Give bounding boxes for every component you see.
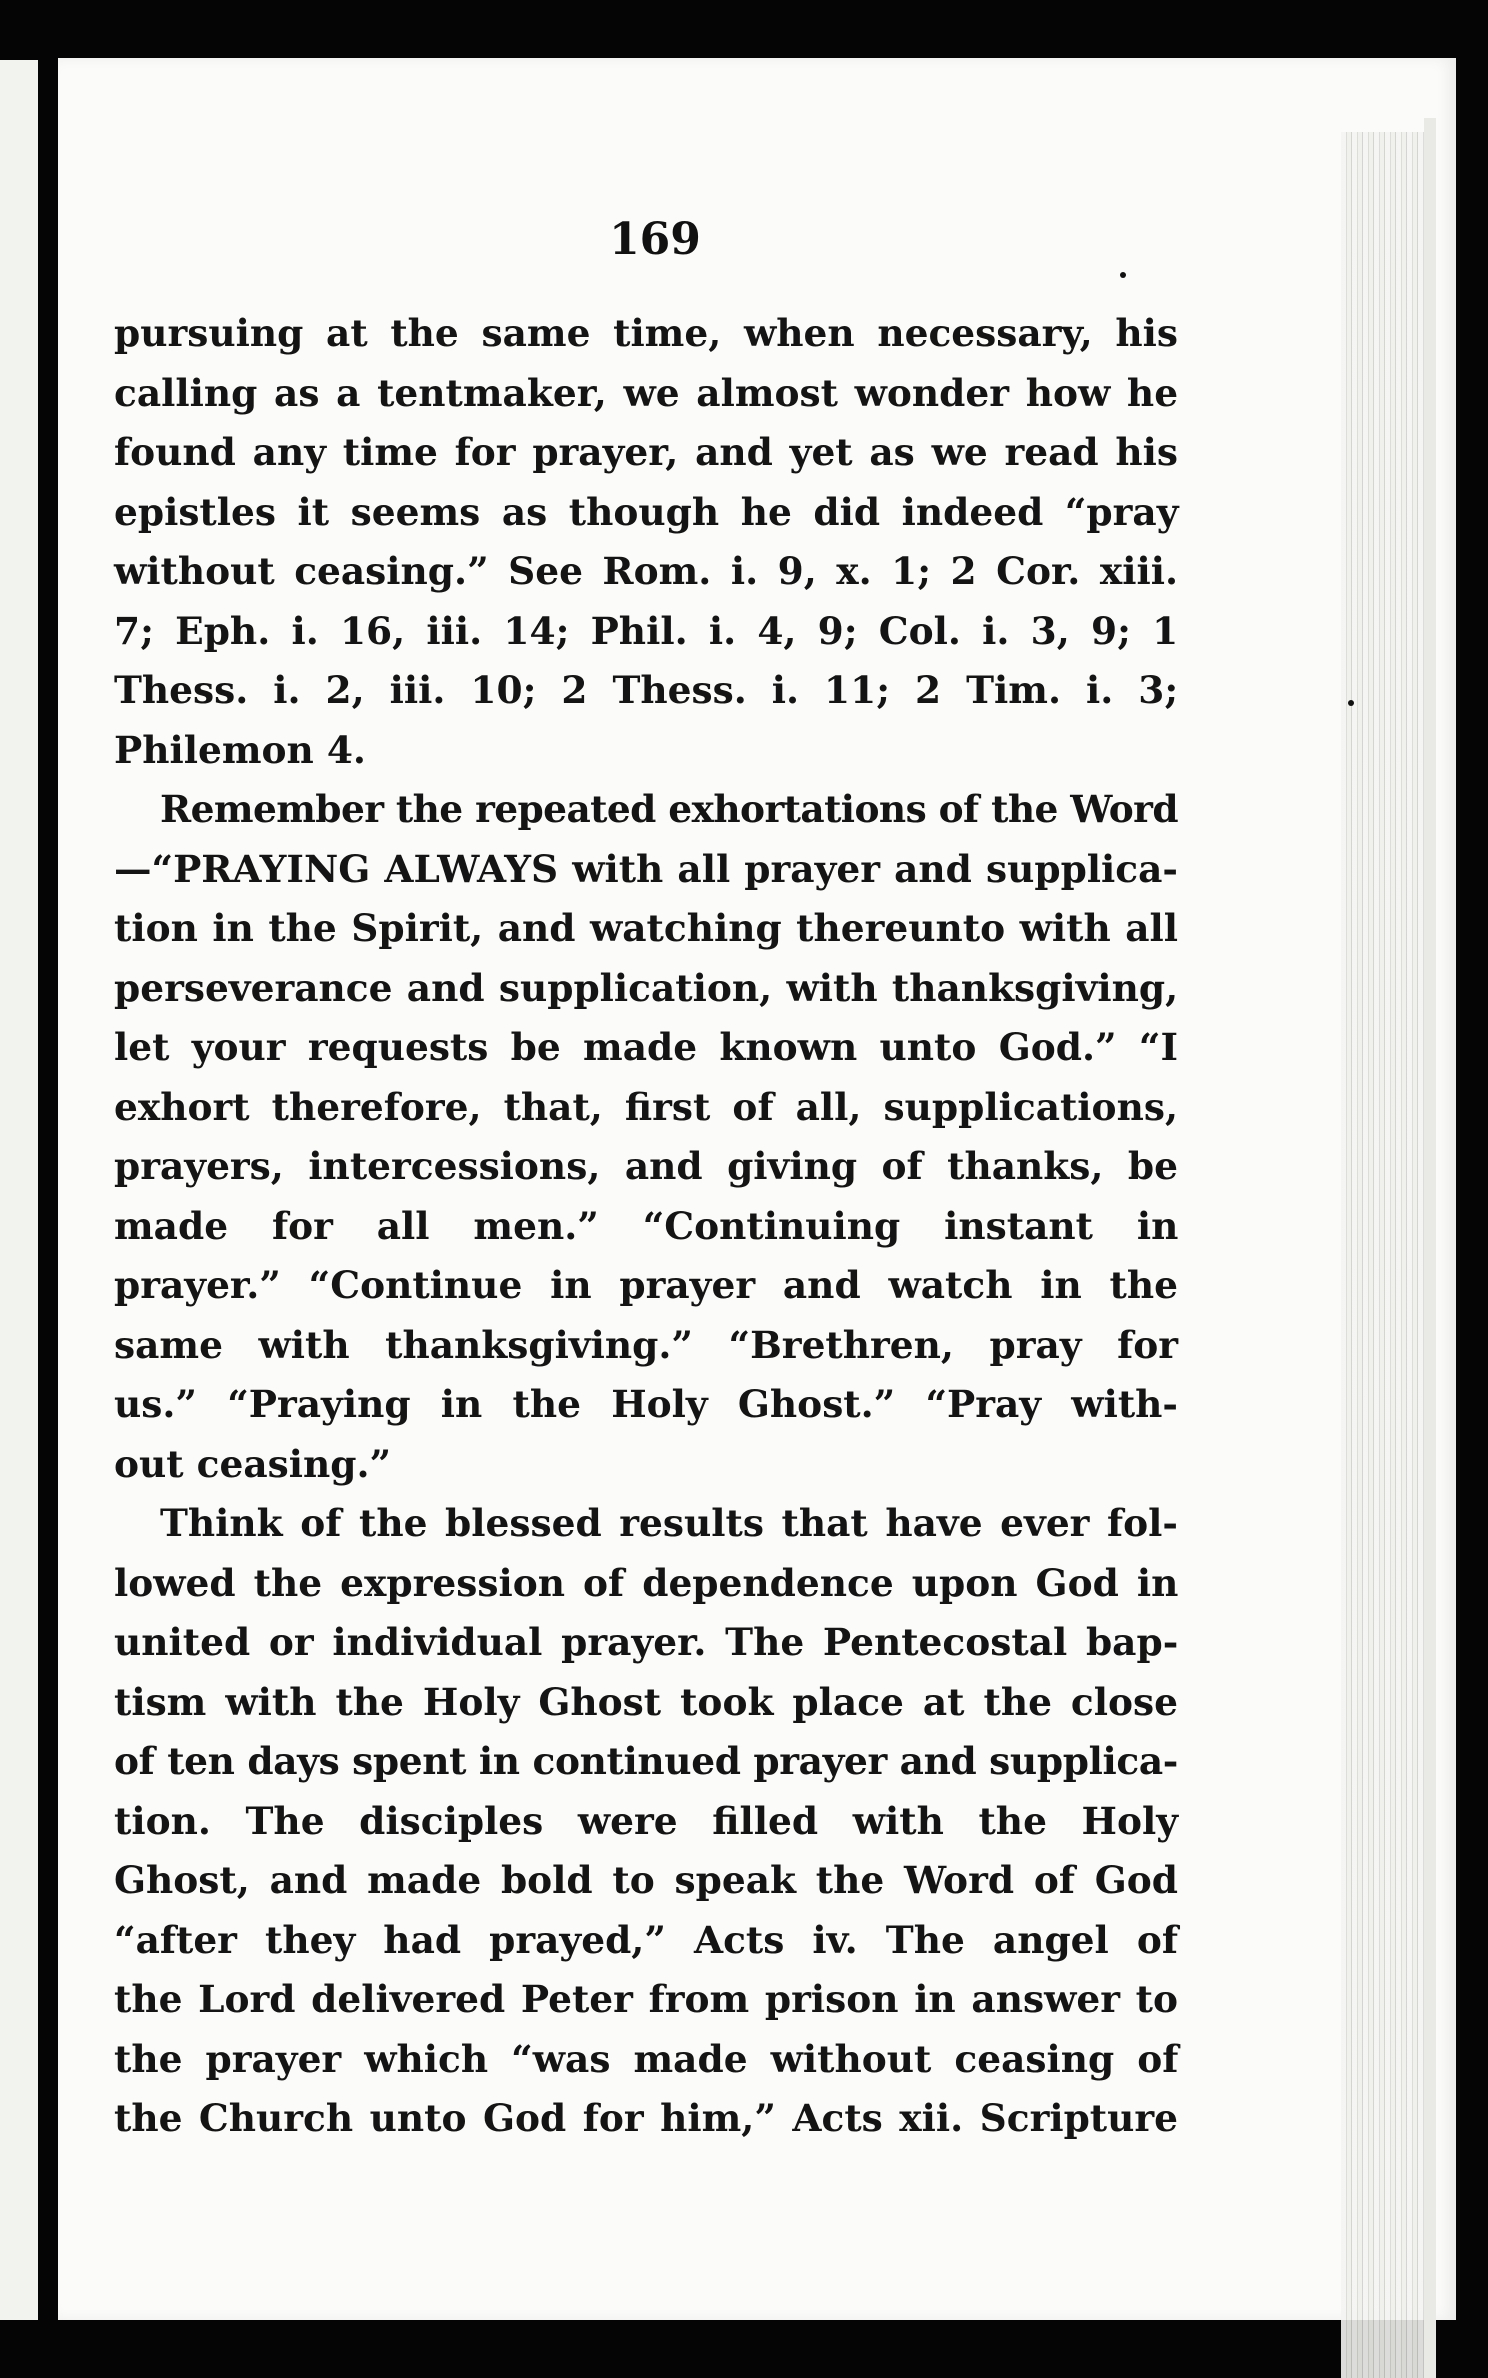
text-line: epistles it seems as though he did indeed “pray [114,489,1179,534]
text-line: tion. The disciples were filled with the Holy [114,1798,1179,1843]
text-line: exhort therefore, that, first of all, supplications, [114,1084,1178,1129]
text-line: Philemon 4. [114,727,366,772]
text-line: the prayer which “was made without ceasing of [114,2036,1179,2081]
text-line: let your requests be made known unto God.” “I [114,1025,1178,1069]
text-line: without ceasing.” See Rom. i. 9, x. 1; 2 Cor. xiii. [114,549,1178,593]
text-line: tion in the Spirit, and watching thereunto with all [114,906,1178,950]
text-line: made for all men.” “Continuing instant in [114,1203,1179,1248]
text-line: tism with the Holy Ghost took place at the close [114,1679,1178,1724]
text-line: united or individual prayer. The Pentecostal bap- [114,1620,1179,1664]
text-line: out ceasing.” [114,1441,392,1486]
book-gutter [38,40,60,2320]
text-line: lowed the expression of dependence upon God in [114,1560,1179,1605]
text-line: prayers, intercessions, and giving of thanks, be [114,1144,1178,1188]
text-line: found any time for prayer, and yet as we read his [114,430,1178,474]
text-line: —“PRAYING ALWAYS with all prayer and supplica- [114,846,1178,891]
text-line: Ghost, and made bold to speak the Word of God [114,1858,1178,1902]
text-line: 7; Eph. i. 16, iii. 14; Phil. i. 4, 9; Col. i. 3, 9; 1 [114,608,1179,653]
facing-page-edge [0,60,38,2320]
text-line: prayer.” “Continue in prayer and watch in the [114,1263,1178,1307]
speck [1348,700,1354,706]
page-edge-shadow [1424,118,1436,2378]
page-edges [1341,132,1426,2378]
text-line: us.” “Praying in the Holy Ghost.” “Pray with- [114,1382,1178,1426]
body-text [114,304,1178,2149]
text-line: pursuing at the same time, when necessary, his [114,311,1178,355]
page-number: 169 [609,214,701,265]
text-line: calling as a tentmaker, we almost wonder how he [114,370,1179,415]
text-line: the Lord delivered Peter from prison in answer to [114,1977,1178,2021]
text-line: Think of the blessed results that have ever fol- [160,1501,1178,1545]
text-line: same with thanksgiving.” “Brethren, pray for [114,1322,1178,1367]
text-line: Thess. i. 2, iii. 10; 2 Thess. i. 11; 2 Tim. i. 3; [114,668,1179,712]
text-line: perseverance and supplication, with thanksgiving, [114,965,1179,1010]
text-line: of ten days spent in continued prayer and supplica- [114,1739,1178,1783]
text-line: the Church unto God for him,” Acts xii. Scripture [114,2096,1178,2140]
text-line: “after they had prayed,” Acts iv. The angel of [114,1917,1178,1962]
text-line: Remember the repeated exhortations of the Word [160,787,1178,831]
speck [1120,272,1126,278]
